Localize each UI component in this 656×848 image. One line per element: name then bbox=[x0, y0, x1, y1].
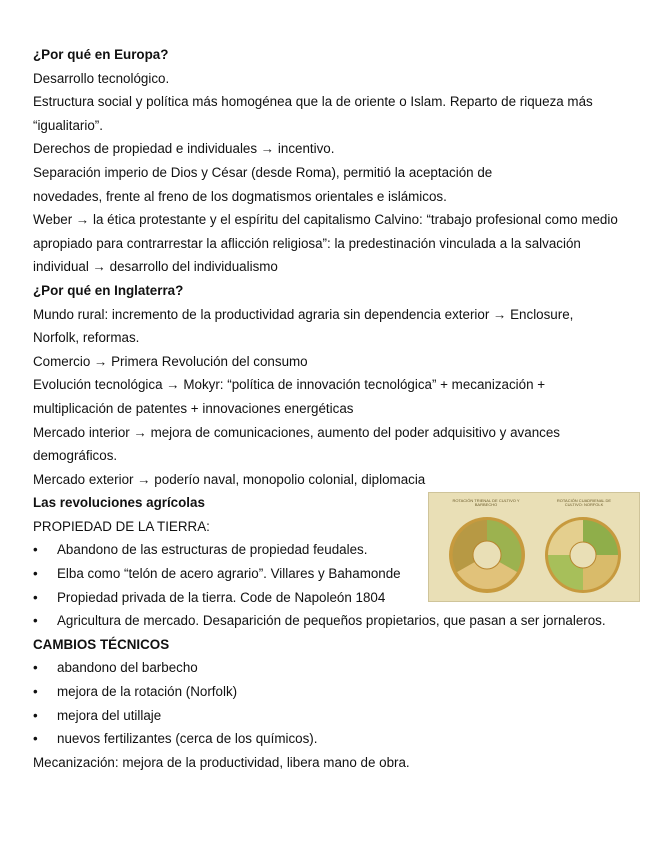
rotation-diagram bbox=[429, 493, 641, 603]
list-item: • mejora del utillaje bbox=[33, 704, 623, 728]
document-body bbox=[33, 43, 623, 774]
heading-tecnicos: CAMBIOS TÉCNICOS bbox=[33, 636, 170, 652]
text-line: Estructura social y política más homogénea que la de oriente o Islam. Reparto de riqueza más “igualitario”. bbox=[33, 94, 593, 133]
list-item: • Elba como “telón de acero agrario”. Villares y Bahamonde bbox=[33, 562, 442, 586]
list-item: • abandono del barbecho bbox=[33, 656, 623, 680]
figure-left-caption: ROTACIÓN TRIENAL DE CULTIVO Y BARBECHO bbox=[452, 498, 520, 507]
list-item: • mejora de la rotación (Norfolk) bbox=[33, 680, 623, 704]
subheading-propiedad: PROPIEDAD DE LA TIERRA: bbox=[33, 518, 210, 534]
list-item: • Propiedad privada de la tierra. Code de Napoleón 1804 bbox=[33, 586, 442, 610]
crop-rotation-figure bbox=[428, 492, 640, 602]
heading-europa: ¿Por qué en Europa? bbox=[33, 47, 169, 62]
text-line: Desarrollo tecnológico. bbox=[33, 70, 170, 86]
text-line: Derechos de propiedad e individuales → incentivo. bbox=[33, 141, 335, 157]
three-field-rotation-wheel bbox=[449, 517, 525, 593]
closing-line: Mecanización: mejora de la productividad, libera mano de obra. bbox=[33, 754, 410, 770]
list-item: • nuevos fertilizantes (cerca de los químicos). bbox=[33, 727, 623, 751]
heading-inglaterra: ¿Por qué en Inglaterra? bbox=[33, 282, 184, 298]
text-line: Weber → la ética protestante y el espíritu del capitalismo Calvino: “trabajo profesional como medio apropiado para contrarrestar la aflicción religiosa”: la predestinación vinculada a la salvación individual → desarrollo del individualismo bbox=[33, 212, 618, 275]
text-line: Comercio → Primera Revolución del consumo bbox=[33, 353, 308, 369]
figure-right-caption: ROTACIÓN CUADRIENAL DE CULTIVO: NORFOLK bbox=[556, 498, 612, 507]
text-line: Mundo rural: incremento de la productividad agraria sin dependencia exterior → Enclosure, Norfolk, reformas. bbox=[33, 306, 574, 346]
norfolk-rotation-wheel bbox=[545, 517, 621, 593]
list-item: • Agricultura de mercado. Desaparición de pequeños propietarios, que pasan a ser jornaleros. bbox=[33, 609, 623, 633]
text-line: Mercado interior → mejora de comunicaciones, aumento del poder adquisitivo y avances demográficos. bbox=[33, 424, 560, 464]
text-line: Mercado exterior → poderío naval, monopolio colonial, diplomacia bbox=[33, 471, 426, 487]
text-line: Separación imperio de Dios y César (desde Roma), permitió la aceptación de novedades, frente al freno de los dogmatismos orientales e islámicos. bbox=[33, 164, 493, 204]
text-line: Evolución tecnológica → Mokyr: “política de innovación tecnológica” + mecanización + multiplicación de patentes + innovaciones energéticas bbox=[33, 377, 546, 416]
bullet-list bbox=[33, 656, 623, 750]
heading-agricolas: Las revoluciones agrícolas bbox=[33, 495, 205, 511]
list-item: • Abandono de las estructuras de propiedad feudales. bbox=[33, 538, 442, 562]
